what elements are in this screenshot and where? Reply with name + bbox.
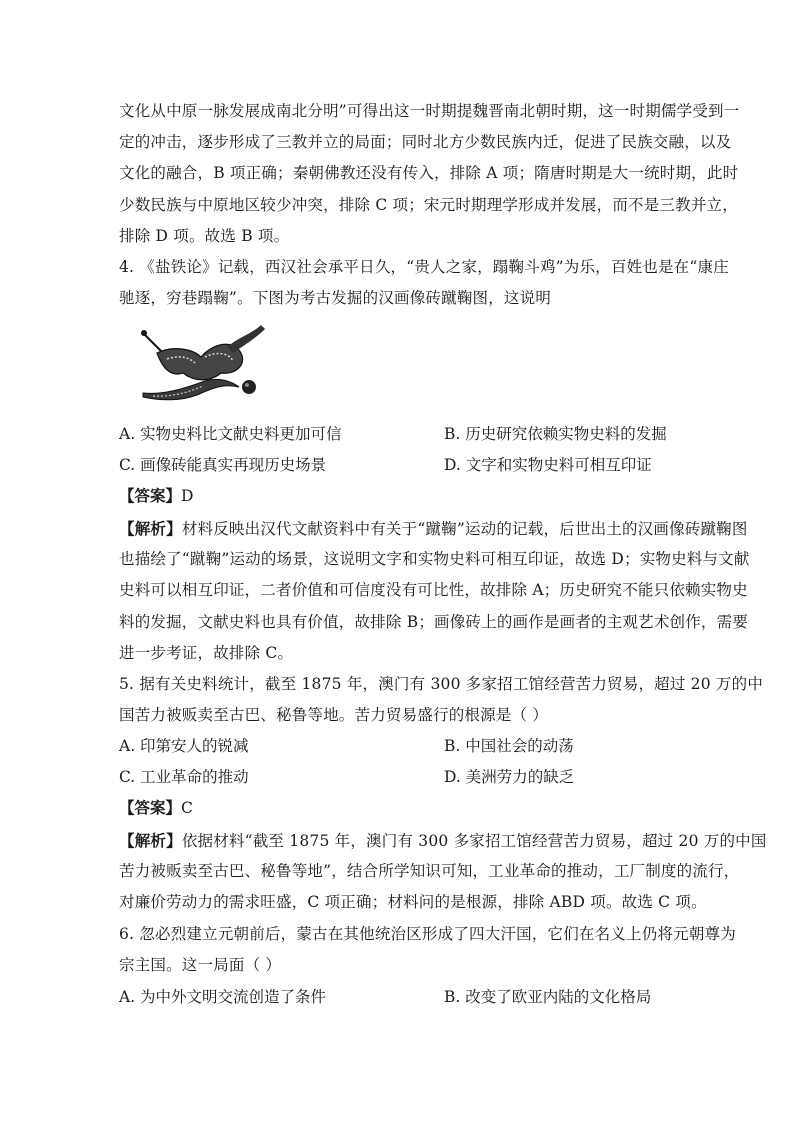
q5-option-a: A. 印第安人的锐减 bbox=[119, 737, 249, 755]
text-line: 文化的融合，B 项正确；秦朝佛教还没有传入，排除 A 项；隋唐时期是大一统时期，此时 bbox=[119, 164, 739, 183]
figure-sleeve bbox=[227, 325, 265, 353]
text-line: 史料可以相互印证，二者价值和可信度没有可比性，故排除 A；历史研究不能只依赖实物史 bbox=[119, 581, 748, 600]
q4-option-c: C. 画像砖能真实再现历史场景 bbox=[119, 456, 327, 474]
text-line: 少数民族与中原地区较少冲突，排除 C 项；宋元时期理学形成并发展，而不是三教并立， bbox=[119, 195, 738, 214]
q4-option-b: B. 历史研究依赖实物史料的发掘 bbox=[444, 425, 667, 443]
q5-option-b: B. 中国社会的动荡 bbox=[444, 737, 574, 755]
q5-option-c: C. 工业革命的推动 bbox=[119, 768, 249, 786]
text-line: 料的发掘，文献史料也具有价值，故排除 B；画像砖上的画作是画者的主观艺术创作，需要 bbox=[119, 612, 749, 631]
q6-option-b: B. 改变了欧亚内陆的文化格局 bbox=[444, 988, 652, 1006]
text-line: 对廉价劳动力的需求旺盛，C 项正确；材料问的是根源，排除 ABD 项。故选 C 项。 bbox=[119, 893, 707, 912]
q4-option-a: A. 实物史料比文献史料更加可信 bbox=[119, 425, 342, 443]
question-4-stem bbox=[119, 252, 729, 314]
q5-analysis bbox=[119, 825, 767, 919]
q5-answer bbox=[119, 798, 193, 818]
text-line: 宗主国。这一局面（ ） bbox=[119, 956, 282, 975]
q4-analysis bbox=[119, 513, 750, 669]
q5-option-d: D. 美洲劳力的缺乏 bbox=[444, 768, 575, 786]
q4-answer bbox=[119, 486, 193, 506]
text-line: 驰逐，穷巷蹋鞠”。下图为考古发掘的汉画像砖蹴鞠图，这说明 bbox=[119, 289, 552, 308]
text-line: 也描绘了“蹴鞠”运动的场景，这说明文字和实物史料可相互印证，故选 D；实物史料与文献 bbox=[119, 550, 750, 569]
text-line: 5. 据有关史料统计，截至 1875 年，澳门有 300 多家招工馆经营苦力贸易，超过 20 万的中 bbox=[119, 675, 764, 693]
intro-analysis-paragraph bbox=[119, 96, 740, 252]
text-line: 【解析】材料反映出汉代文献资料中有关于“蹴鞠”运动的记载，后世出土的汉画像砖蹴鞠图 bbox=[119, 519, 748, 538]
text-line: 文化从中原一脉发展成南北分明”可得出这一时期提魏晋南北朝时期，这一时期儒学受到一 bbox=[119, 102, 740, 120]
q6-option-a: A. 为中外文明交流创造了条件 bbox=[119, 988, 327, 1006]
cuju-ball bbox=[242, 380, 256, 394]
answer-value: D bbox=[181, 487, 194, 505]
han-brick-cuju-figure bbox=[123, 323, 281, 405]
analysis-label: 【解析】 bbox=[119, 519, 182, 538]
text-line: 苦力被贩卖至古巴、秘鲁等地”，结合所学知识可知，工业革命的推动，工厂制度的流行， bbox=[119, 862, 740, 881]
answer-label: 【答案】 bbox=[119, 486, 182, 505]
figure-stick-tip bbox=[141, 330, 147, 336]
q4-option-d: D. 文字和实物史料可相互印证 bbox=[444, 456, 652, 474]
text-line: 排除 D 项。故选 B 项。 bbox=[119, 226, 290, 245]
text-line: 国苦力被贩卖至古巴、秘鲁等地。苦力贸易盛行的根源是（ ） bbox=[119, 706, 549, 725]
text-line: 定的冲击，逐步形成了三教并立的局面；同时北方少数民族内迁，促进了民族交融，以及 bbox=[119, 133, 732, 152]
text-line: 6. 忽必烈建立元朝前后，蒙古在其他统治区形成了四大汗国，它们在名义上仍将元朝尊为 bbox=[119, 925, 736, 943]
question-5-stem bbox=[119, 669, 764, 731]
cuju-rubbing-image bbox=[123, 323, 281, 405]
analysis-label: 【解析】 bbox=[119, 831, 182, 850]
text-line: 4. 《盐铁论》记载，西汉社会承平日久，“贵人之家，蹋鞠斗鸡”为乐，百姓也是在“康庄 bbox=[119, 258, 729, 276]
answer-label: 【答案】 bbox=[119, 798, 182, 817]
text-line: 【解析】依据材料“截至 1875 年，澳门有 300 多家招工馆经营苦力贸易，超过 20 万的中国 bbox=[119, 831, 767, 850]
question-6-stem bbox=[119, 919, 736, 981]
answer-value: C bbox=[181, 799, 193, 817]
text-line: 进一步考证，故排除 C。 bbox=[119, 643, 294, 662]
